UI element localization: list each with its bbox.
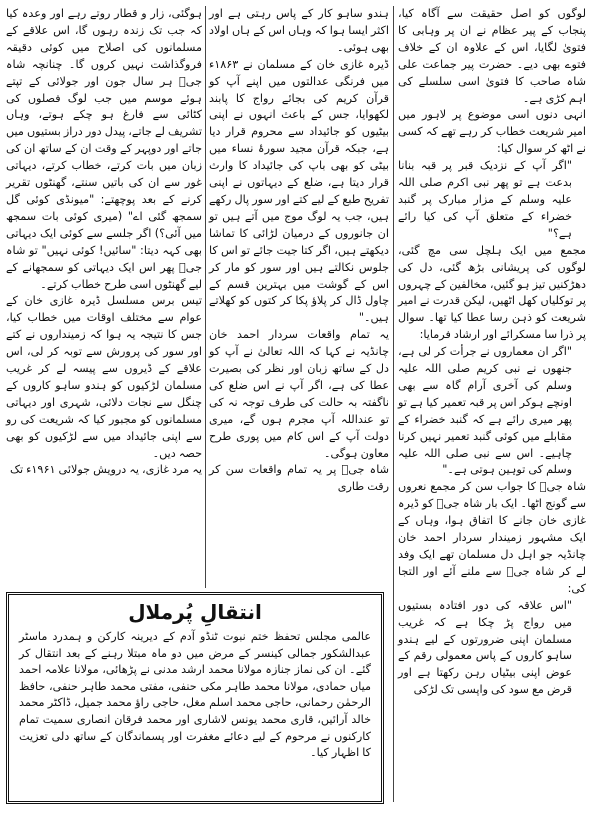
article-column-right xyxy=(398,6,586,699)
paragraph: مجمع میں ایک ہلچل سی مچ گئی، لوگوں کی پریشانی بڑھ گئی، دل کی دھڑکنیں تیز ہو گئیں، مخالفین کے چہروں پر توکلیاں کھل اٹھیں، لیکن قدرت نے امیر شریعت کو ذہن رسا عطا کیا تھا۔ سوال پر ذرا سا مسکرائے اور ارشاد فرمایا: xyxy=(398,243,586,342)
paragraph: یہ تمام واقعات سردار احمد خان چانڈیہ نے کہا کہ اللہ تعالیٰ نے آپ کو دل کے ساتھ زبان اور نظر کی بصیرت عطا کی ہے، اگر آپ نے اس ضلع کی ناگفتہ بہ حالت کی طرف توجہ نہ کی تو عنداللہ آپ مجرم ہوں گے، میری دولت آپ کے اس کام میں پوری طرح معاون ہوگی۔ xyxy=(209,328,389,460)
paragraph: انہی دنوں اسی موضوع پر لاہور میں امیر شریعت خطاب کر رہے تھے کہ کسی نے اٹھ کر سوال کیا: xyxy=(398,108,586,156)
paragraph: تیس برس مسلسل ڈیرہ غازی خان کے عوام سے مختلف اوقات میں خطاب کیا، جس کا نتیجہ یہ ہوا کہ زمینداروں نے کتے اور سور کی پرورش سے توبہ کر لی، اس علاقے کے ڈیروں سے پیسہ لے کر غریب مسلمان لڑکیوں کو ہندو ساہو کاروں کے چنگل سے نجات دلائی، شہری اور دیہاتی مسلمانوں کو مجبور کیا کہ شریعت کی رو سے اپنی جائیداد میں سے لڑکیوں کو بھی حصہ دیں۔ xyxy=(6,294,202,460)
paragraph: شاہ جیؒ کا جواب سن کر مجمع نعروں سے گونج اٹھا۔ ایک بار شاہ جیؒ کو ڈیرہ غازی خان جانے کا اتفاق ہوا، وہاں کے ایک مشہور زمیندار سردار احمد خان چانڈیہ جو اہل دل مسلمان تھے ایک وفد لے کر شاہ جیؒ سے ملنے آئے اور التجا کی: xyxy=(398,480,586,595)
article-column-left xyxy=(6,6,202,479)
obituary-notice-box xyxy=(6,592,384,804)
column-divider xyxy=(205,6,206,588)
quotation: "اس علاقہ کی دور افتادہ بستیوں میں رواج پڑ چکا ہے کہ غریب مسلمان اپنی ضرورتوں کے لیے ہندو ساہو کاروں کے پاس معمولی رقم کے عوض اپنی بیٹیاں رہن رکھتا ہے اور قرض مع سود کی واپسی تک لڑکی xyxy=(398,598,572,697)
paragraph: ہوگئی، زار و قطار روتے رہے اور وعدہ کیا کہ جب تک زندہ رہوں گا، اس علاقے کے مسلمانوں کی اصلاح میں کوئی دقیقہ فروگذاشت نہیں کروں گا۔ چنانچہ شاہ جیؒ ہر سال جون اور جولائی کے تپتے ہوئے موسم میں جب لوگ فصلوں کی کٹائی سے فارغ ہو چکے ہوتے، وہاں تشریف لے جاتے، پیدل دور دراز بستیوں میں جاتے اور دوپہر کے وقت ان کے ساتھ ان کی زبان میں بات کرتے، خطاب کرتے، دیہاتی غور سے ان کی باتیں سنتے، گھنٹوں تقریر کرنے کے بعد پوچھتے: "میونڈی کوئی گل سمجھ گئی اے" (میری کوئی بات سمجھ میں آئی؟) اگر جلسے سے کوئی ایک دیہاتی بھی کہہ دیتا: "سائیں! کوئی نہیں" تو شاہ جیؒ پھر اس ایک دیہاتی کو سمجھانے کے لیے گھنٹوں اسی طرح خطاب کرتے۔ xyxy=(6,7,202,291)
column-divider xyxy=(393,6,394,802)
notice-title: انتقالِ پُرملال xyxy=(128,600,262,624)
paragraph: ہندو ساہو کار کے پاس رہتی ہے اور اکثر ایسا ہوا کہ وہاں اس کے ہاں اولاد بھی ہوئی۔ xyxy=(209,7,389,54)
paragraph: یہ مرد غازی، یہ درویش جولائی ۱۹۶۱ء تک xyxy=(9,463,202,477)
paragraph: شاہ جیؒ پر یہ تمام واقعات سن کر رقت طاری xyxy=(209,463,389,494)
article-column-middle xyxy=(209,6,389,496)
paragraph: لوگوں کو اصل حقیقت سے آگاہ کیا، پنجاب کے پیر عظام نے ان پر وہابی کا فتویٰ لگایا، اس کے علاوہ ان کے خلاف فتوے بھی دیے۔ حضرت پیر جماعت علی شاہ صاحب کا فتویٰ اسی سلسلے کی اہم کڑی ہے۔ xyxy=(398,7,586,105)
paragraph: ڈیرہ غازی خان کے مسلمان نے ۱۸۶۳ء میں فرنگی عدالتوں میں اپنے آپ کو قرآن کریم کی بجائے رواج کا پابند لکھوایا، جس کے باعث انہوں نے اپنی بیٹیوں کو جائیداد سے محروم قرار دیا ہے، جبکہ قرآن مجید سورۂ نساء میں بیٹی کو بھی باپ کی جائیداد کا وارث قرار دیتا ہے، ضلع کے دیہاتوں نے اپنی تفریح طبع کے لیے کتے اور سور پال رکھے ہیں، جب یہ لوگ موج میں آتے ہیں تو ان جانوروں کے درمیان لڑائی کا تماشا دیکھتے ہیں، اگر کتا جیت جائے تو اس کا جلوس نکالتے ہیں اور سور کو مار کر اس کے گوشت میں بہترین قسم کے چاول ڈال کر پلاؤ پکا کر کتوں کو کھلاتے ہیں۔" xyxy=(208,57,389,325)
quotation: "اگر آپ کے نزدیک قبر پر قبہ بنانا بدعت ہے تو پھر نبی اکرم صلی اللہ علیہ وسلم کے مزار مبارک پر گنبد خضراء کے متعلق آپ کی کیا رائے ہے؟" xyxy=(398,159,572,240)
notice-body: عالمی مجلس تحفظ ختم نبوت ٹنڈو آدم کے دیرینہ کارکن و ہمدرد ماسٹر عبدالشکور جمالی کینسر کے مرض میں دو ماہ مبتلا رہنے کے بعد انتقال کر گئے۔ ان کی نماز جنازہ مولانا محمد ارشد مدنی نے پڑھائی، مولانا علامہ احمد میاں حمادی، مولانا محمد طاہر مکی حنفی، مفتی محمد طاہر حنفی، حافظ الرحمٰن رحمانی، حاجی محمد اسلم مغل، حاجی راؤ محمد جمیل، ڈاکٹر محمد خالد آرائیں، قاری محمد یونس لاشاری اور محمد فرقان انصاری سمیت تمام کارکنوں نے مرحوم کے لیے دعائے مغفرت اور پسماندگان کے ساتھ دلی تعزیت کا اظہار کیا۔ xyxy=(19,630,371,760)
quotation: "اگر ان معماروں نے جرأت کر لی ہے، جنھوں نے نبی کریم صلی اللہ علیہ وسلم کی آخری آرام گاہ سے بھی اونچے ہوکر اس پر قبہ تعمیر کیا ہے تو پھر میری رائے ہے کہ گنبد خضراء کے مقابلے میں کوئی گنبد تعمیر نہیں کرنا چاہیے۔ اس سے نبی صلی اللہ علیہ وسلم کی توہین ہوتی ہے۔" xyxy=(398,345,572,477)
